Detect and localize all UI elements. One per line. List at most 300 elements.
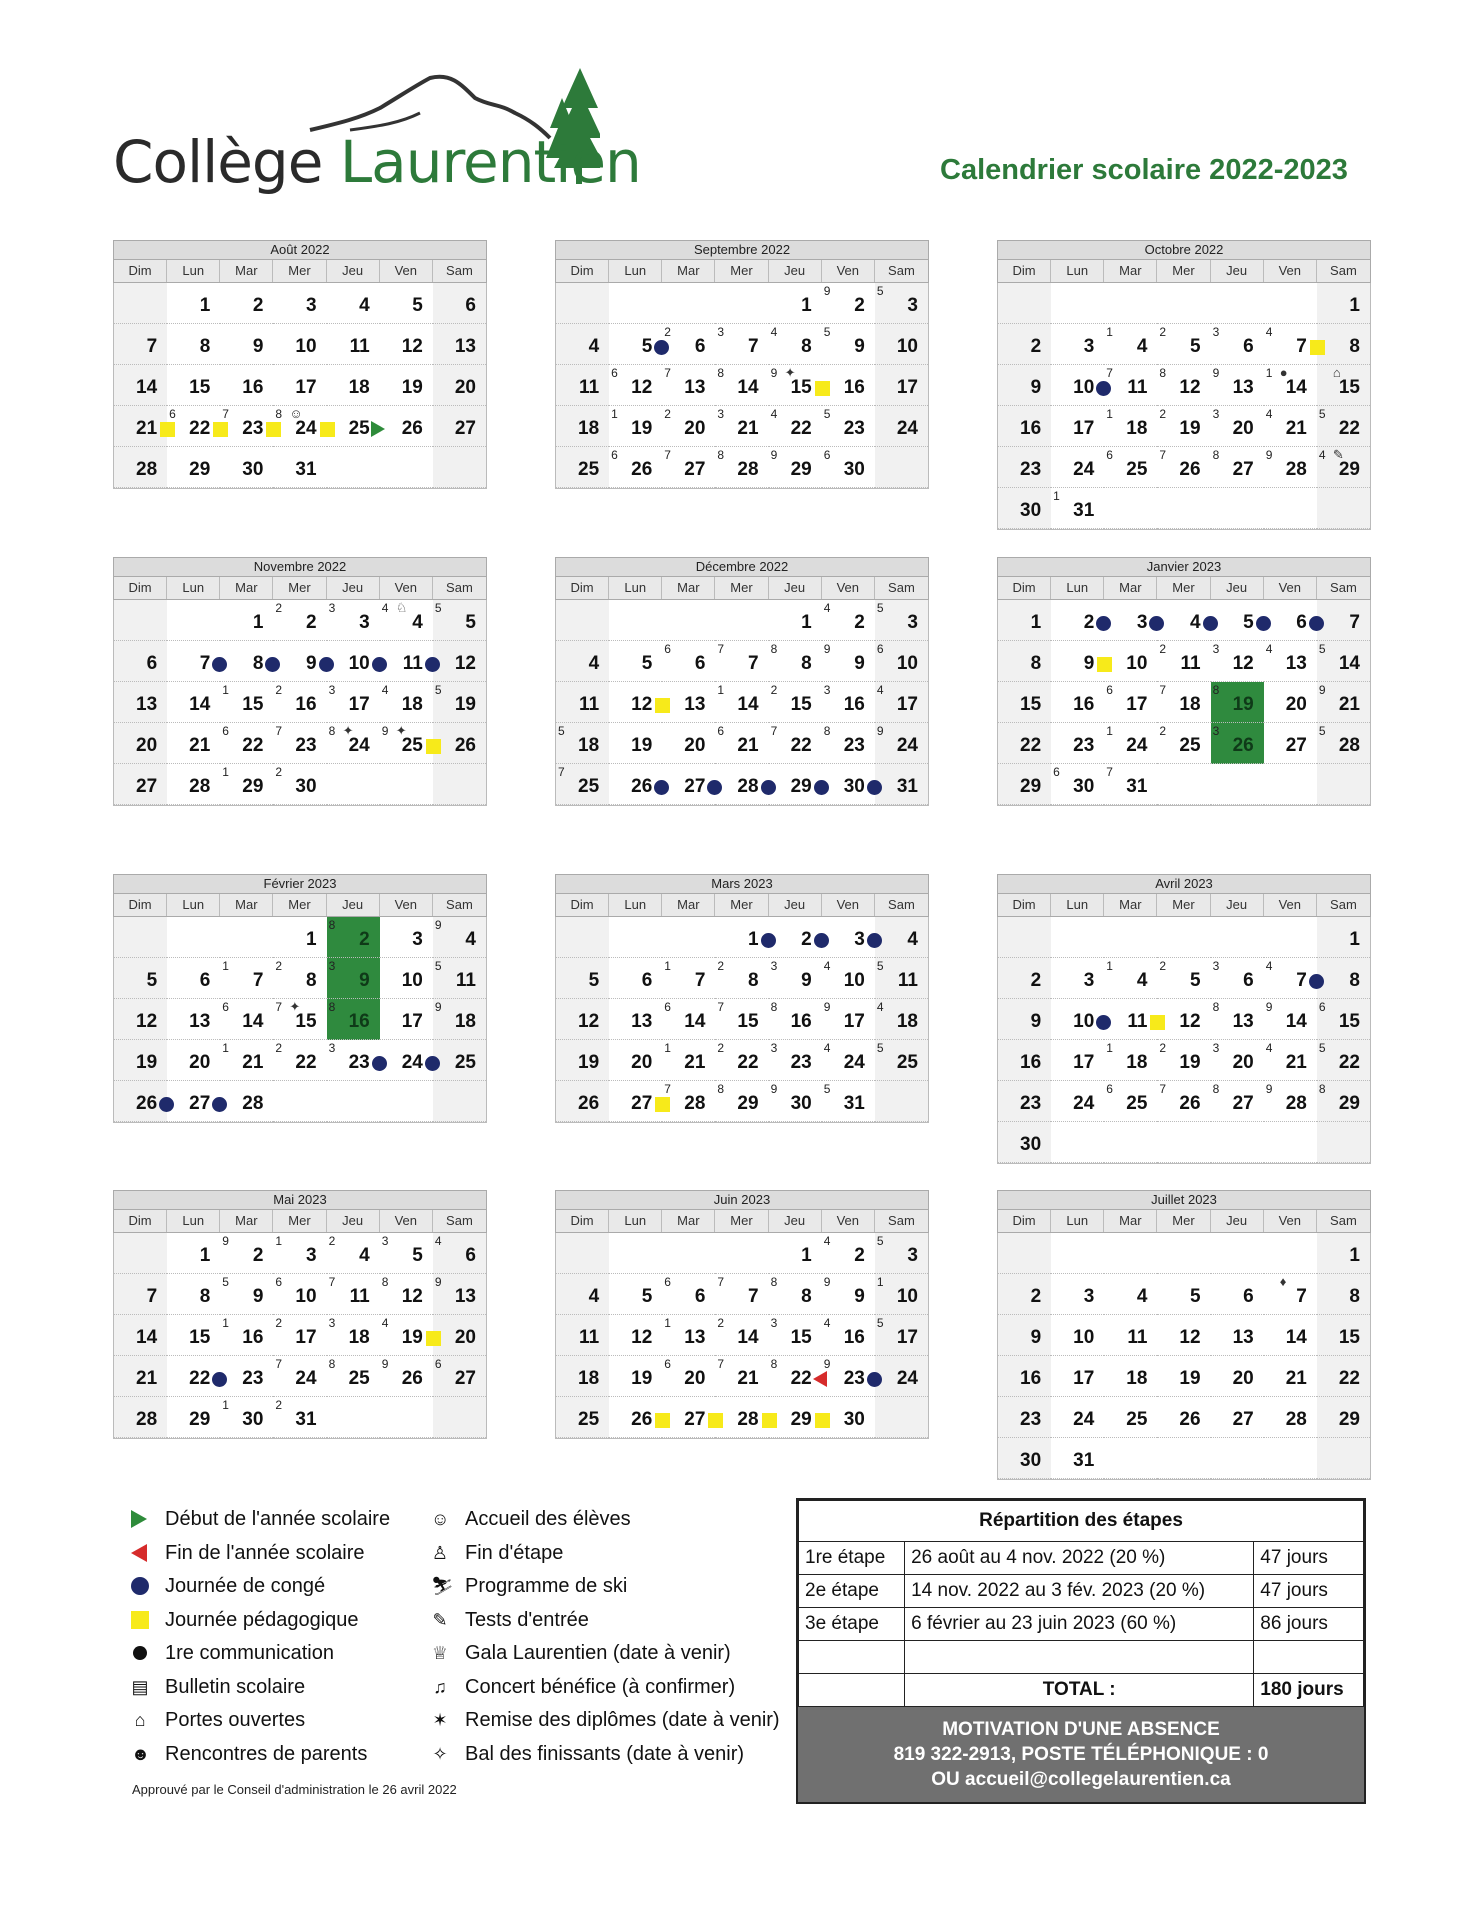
day-cell <box>1264 447 1317 488</box>
cycle-day: 9 <box>434 1000 442 1014</box>
empty-cell <box>1211 917 1264 958</box>
cycle-day: 1 <box>222 683 229 697</box>
event-symbol-icon: ● <box>1279 365 1288 380</box>
day-number: 26 <box>631 776 653 797</box>
day-number: 9 <box>801 970 812 991</box>
day-number: 1 <box>199 1245 211 1266</box>
day-number: 23 <box>843 735 865 756</box>
cycle-day: 1 <box>1106 1041 1113 1055</box>
day-number: 18 <box>1126 1052 1148 1073</box>
day-number: 7 <box>747 336 759 357</box>
day-number: 15 <box>790 694 812 715</box>
cycle-day: 5 <box>876 284 884 298</box>
day-number: 26 <box>1179 1093 1201 1114</box>
cycle-day: 3 <box>1212 1041 1220 1055</box>
day-number: 1 <box>1349 929 1360 950</box>
day-number: 10 <box>1073 377 1095 398</box>
day-cell <box>167 958 220 999</box>
day-number: 6 <box>1243 970 1254 991</box>
day-number: 16 <box>790 1011 812 1032</box>
day-cell <box>114 1315 167 1356</box>
day-cell <box>998 365 1051 406</box>
day-cell <box>769 600 822 641</box>
cycle-day: 5 <box>876 1234 884 1248</box>
day-number: 28 <box>684 1093 706 1114</box>
legend-item: ✶ Remise des diplômes (date à venir) <box>432 1709 780 1731</box>
day-number: 2 <box>854 612 865 633</box>
weekday-label: Mar <box>1104 577 1157 599</box>
day-number: 24 <box>896 418 918 439</box>
conge-marker-icon <box>654 780 669 795</box>
cycle-day: 4 <box>381 601 389 615</box>
cycle-day: 9 <box>1318 683 1326 697</box>
cycle-day: 6 <box>664 1275 671 1289</box>
day-number: 12 <box>136 1011 158 1032</box>
peda-marker-icon <box>1097 657 1112 672</box>
day-cell <box>1051 764 1104 805</box>
day-cell <box>1051 1438 1104 1479</box>
cycle-day: 8 <box>1212 683 1220 697</box>
month-title: Mars 2023 <box>555 874 929 893</box>
day-cell <box>556 1040 609 1081</box>
day-cell <box>1264 641 1317 682</box>
peda-marker-icon <box>320 422 335 437</box>
day-number: 25 <box>1126 1409 1148 1430</box>
cycle-day: 4 <box>876 683 884 697</box>
day-number: 14 <box>684 1011 706 1032</box>
day-cell <box>769 406 822 447</box>
cycle-day: 3 <box>381 1234 389 1248</box>
empty-cell <box>220 917 273 958</box>
day-number: 2 <box>1030 970 1042 991</box>
legend-item: ☻ Rencontres de parents <box>131 1742 368 1765</box>
day-cell <box>433 723 486 764</box>
day-number: 15 <box>1020 694 1042 715</box>
day-number: 29 <box>189 1409 211 1430</box>
cycle-day: 2 <box>1159 325 1167 339</box>
day-number: 4 <box>465 929 476 950</box>
day-number: 29 <box>1338 1093 1360 1114</box>
day-number: 17 <box>1073 1368 1095 1389</box>
cycle-day: 8 <box>328 918 336 932</box>
day-cell <box>822 1397 875 1438</box>
day-cell <box>875 723 928 764</box>
empty-cell <box>556 283 609 324</box>
day-cell <box>875 283 928 324</box>
day-number: 13 <box>684 694 706 715</box>
day-cell <box>433 917 486 958</box>
legend-item: ▤ Bulletin scolaire <box>131 1675 306 1698</box>
cycle-day: 9 <box>381 1357 389 1371</box>
day-cell <box>662 682 715 723</box>
day-cell <box>1104 1040 1157 1081</box>
day-number: 15 <box>295 1011 317 1032</box>
cycle-day: 4 <box>823 959 831 973</box>
day-number: 6 <box>465 1245 476 1266</box>
day-number: 17 <box>1126 694 1148 715</box>
day-number: 24 <box>401 1052 423 1073</box>
day-cell <box>662 999 715 1040</box>
day-number: 1 <box>747 929 759 950</box>
day-number: 4 <box>359 1245 370 1266</box>
day-cell <box>114 641 167 682</box>
day-number: 4 <box>588 1286 600 1307</box>
day-cell <box>1211 447 1264 488</box>
day-cell <box>998 324 1051 365</box>
empty-cell <box>1051 1122 1104 1163</box>
day-cell <box>167 1315 220 1356</box>
cycle-day: 1 <box>664 959 671 973</box>
day-cell <box>167 1274 220 1315</box>
peda-marker-icon <box>1310 340 1325 355</box>
cycle-day: 7 <box>717 1357 725 1371</box>
day-number: 28 <box>189 776 211 797</box>
day-number: 26 <box>1179 1409 1201 1430</box>
cycle-day: 9 <box>823 1357 831 1371</box>
weekday-label: Jeu <box>1211 260 1264 282</box>
day-number: 27 <box>136 776 158 797</box>
cycle-day: 5 <box>1318 724 1326 738</box>
day-cell <box>1051 447 1104 488</box>
day-cell <box>1157 324 1210 365</box>
conge-marker-icon <box>1309 616 1324 631</box>
weekday-label: Jeu <box>769 577 822 599</box>
weekday-label: Mar <box>220 260 273 282</box>
weekday-label: Ven <box>822 894 875 916</box>
day-cell <box>327 600 380 641</box>
conge-marker-icon <box>319 657 334 672</box>
weekday-label: Mar <box>662 894 715 916</box>
day-number: 18 <box>896 1011 918 1032</box>
legend-item: ♕ Gala Laurentien (date à venir) <box>431 1642 731 1664</box>
day-number: 28 <box>136 1409 158 1430</box>
cycle-day: 4 <box>770 325 778 339</box>
day-cell <box>875 1315 928 1356</box>
day-cell <box>1211 723 1264 764</box>
day-cell <box>998 447 1051 488</box>
day-cell <box>875 365 928 406</box>
day-cell <box>1104 682 1157 723</box>
day-number: 18 <box>578 418 600 439</box>
day-number: 8 <box>801 1286 812 1307</box>
empty-cell <box>380 447 433 488</box>
day-cell <box>273 1356 326 1397</box>
day-number: 19 <box>631 1368 653 1389</box>
day-number: 14 <box>1285 1011 1307 1032</box>
conge-marker-icon <box>1096 381 1111 396</box>
day-cell <box>1211 1397 1264 1438</box>
empty-cell <box>1211 1122 1264 1163</box>
day-number: 10 <box>348 653 370 674</box>
empty-cell <box>1104 1233 1157 1274</box>
day-number: 12 <box>1179 1327 1201 1348</box>
day-number: 12 <box>401 1286 423 1307</box>
cycle-day: 6 <box>1106 1082 1113 1096</box>
day-number: 17 <box>1073 1052 1095 1073</box>
day-number: 30 <box>843 1409 865 1430</box>
cycle-day: 3 <box>770 1316 778 1330</box>
day-number: 16 <box>348 1011 370 1032</box>
legend-symbol-icon: ♫ <box>433 1676 447 1697</box>
day-number: 31 <box>843 1093 865 1114</box>
day-number: 2 <box>854 1245 865 1266</box>
cycle-day: 4 <box>434 1234 442 1248</box>
day-cell <box>273 447 326 488</box>
day-cell <box>875 917 928 958</box>
cycle-day: 2 <box>717 1316 725 1330</box>
day-cell <box>998 600 1051 641</box>
day-cell <box>998 406 1051 447</box>
day-cell <box>998 1397 1051 1438</box>
day-cell <box>220 1274 273 1315</box>
cycle-day: 5 <box>1318 1041 1326 1055</box>
weekday-label: Jeu <box>769 1210 822 1232</box>
day-number: 11 <box>579 1327 600 1348</box>
day-number: 5 <box>1189 1286 1201 1307</box>
day-number: 9 <box>1030 1327 1042 1348</box>
cycle-day: 5 <box>558 724 565 738</box>
day-number: 19 <box>401 377 423 398</box>
cycle-day: 9 <box>770 366 778 380</box>
conge-marker-icon <box>867 933 882 948</box>
day-number: 25 <box>454 1052 476 1073</box>
day-cell <box>662 1081 715 1122</box>
day-number: 8 <box>801 653 812 674</box>
day-number: 1 <box>801 295 812 316</box>
day-cell <box>220 1315 273 1356</box>
day-number: 23 <box>295 735 317 756</box>
cycle-day: 3 <box>1212 724 1220 738</box>
day-number: 7 <box>694 970 706 991</box>
day-cell <box>769 324 822 365</box>
cycle-day: 8 <box>1212 1000 1220 1014</box>
day-number: 15 <box>790 377 812 398</box>
day-cell <box>433 324 486 365</box>
cycle-day: 2 <box>717 959 725 973</box>
cycle-day: 4 <box>381 1316 389 1330</box>
day-cell <box>822 1081 875 1122</box>
day-cell <box>556 1397 609 1438</box>
day-cell <box>1317 324 1370 365</box>
day-number: 16 <box>242 1327 264 1348</box>
day-cell <box>1317 641 1370 682</box>
day-cell <box>556 641 609 682</box>
day-number: 1 <box>801 1245 812 1266</box>
day-number: 30 <box>1020 1134 1042 1155</box>
total-days: 180 jours <box>1254 1674 1364 1707</box>
day-cell <box>998 958 1051 999</box>
day-number: 22 <box>737 1052 759 1073</box>
empty-cell <box>609 917 662 958</box>
day-cell <box>273 283 326 324</box>
day-cell <box>662 447 715 488</box>
day-number: 31 <box>1073 1450 1095 1471</box>
day-number: 5 <box>641 653 653 674</box>
day-number: 8 <box>199 1286 211 1307</box>
event-symbol-icon: ♘ <box>395 600 408 615</box>
day-cell <box>1104 1274 1157 1315</box>
day-number: 12 <box>631 1327 653 1348</box>
day-cell <box>167 1040 220 1081</box>
cycle-day: 2 <box>770 683 778 697</box>
month-block <box>113 557 487 806</box>
month-title: Juillet 2023 <box>997 1190 1371 1209</box>
day-number: 26 <box>631 459 653 480</box>
day-number: 26 <box>454 735 476 756</box>
day-number: 19 <box>401 1327 423 1348</box>
cycle-day: 5 <box>876 1316 884 1330</box>
day-number: 16 <box>295 694 317 715</box>
day-cell <box>167 283 220 324</box>
day-number: 29 <box>790 1409 812 1430</box>
day-cell <box>220 1356 273 1397</box>
day-cell <box>769 682 822 723</box>
day-number: 14 <box>189 694 211 715</box>
day-cell <box>1157 447 1210 488</box>
cycle-day: 5 <box>1318 407 1326 421</box>
weekday-label: Dim <box>998 1210 1051 1232</box>
day-cell <box>609 1274 662 1315</box>
empty-cell <box>1211 283 1264 324</box>
legend-symbol-icon: ♙ <box>431 1542 449 1563</box>
event-symbol-icon: ✎ <box>1332 447 1344 462</box>
day-cell <box>715 723 768 764</box>
month-block <box>555 1190 929 1439</box>
day-number: 16 <box>1020 1368 1042 1389</box>
conge-marker-icon <box>867 1372 882 1387</box>
day-cell <box>1157 1040 1210 1081</box>
cycle-day: 3 <box>717 407 725 421</box>
day-cell <box>114 682 167 723</box>
day-number: 17 <box>348 694 370 715</box>
day-number: 29 <box>1338 459 1360 480</box>
conge-marker-icon <box>1096 616 1111 631</box>
weekday-label: Mar <box>662 577 715 599</box>
empty-cell <box>327 1397 380 1438</box>
peda-marker-icon <box>426 1331 441 1346</box>
debut-marker-icon <box>371 421 385 437</box>
conge-marker-icon <box>265 657 280 672</box>
day-cell <box>875 600 928 641</box>
cycle-day: 4 <box>823 1234 831 1248</box>
etapes-title: Répartition des étapes <box>799 1501 1364 1542</box>
day-number: 14 <box>136 1327 158 1348</box>
day-cell <box>1157 1274 1210 1315</box>
day-number: 27 <box>1285 735 1307 756</box>
etape-row: 2e étape 14 nov. 2022 au 3 fév. 2023 (20 %) 47 jours <box>799 1575 1364 1608</box>
day-cell <box>822 1315 875 1356</box>
day-cell <box>1317 1397 1370 1438</box>
day-cell <box>220 1040 273 1081</box>
empty-cell <box>1211 488 1264 529</box>
day-number: 8 <box>252 653 264 674</box>
cycle-day: 8 <box>770 642 778 656</box>
day-number: 3 <box>907 1245 918 1266</box>
approval-note: Approuvé par le Conseil d'administration le 26 avril 2022 <box>132 1782 457 1797</box>
weekday-label: Jeu <box>769 260 822 282</box>
day-number: 27 <box>1232 459 1254 480</box>
day-number: 6 <box>1296 612 1307 633</box>
day-number: 9 <box>1083 653 1095 674</box>
cycle-day: 5 <box>876 601 884 615</box>
day-number: 16 <box>1020 1052 1042 1073</box>
day-number: 9 <box>252 1286 264 1307</box>
day-cell <box>556 447 609 488</box>
weekday-label: Lun <box>167 894 220 916</box>
day-number: 30 <box>295 776 317 797</box>
day-number: 11 <box>897 970 918 991</box>
day-number: 23 <box>242 418 264 439</box>
day-cell <box>875 641 928 682</box>
cycle-day: 7 <box>717 642 725 656</box>
day-cell <box>769 1081 822 1122</box>
weekday-label: Dim <box>998 260 1051 282</box>
month-title: Janvier 2023 <box>997 557 1371 576</box>
cycle-day: 9 <box>823 1275 831 1289</box>
day-cell <box>1157 406 1210 447</box>
day-number: 6 <box>694 1286 706 1307</box>
day-number: 22 <box>295 1052 317 1073</box>
weekday-label: Mer <box>273 1210 326 1232</box>
legend-symbol-icon: ✶ <box>432 1710 448 1730</box>
weekday-label: Jeu <box>327 260 380 282</box>
cycle-day: 5 <box>1318 642 1326 656</box>
day-number: 15 <box>737 1011 759 1032</box>
day-number: 18 <box>578 1368 600 1389</box>
cycle-day: 1 <box>222 1316 229 1330</box>
day-cell <box>1264 365 1317 406</box>
day-cell <box>1211 365 1264 406</box>
day-number: 4 <box>359 295 370 316</box>
day-number: 11 <box>349 1286 370 1307</box>
day-number: 23 <box>790 1052 812 1073</box>
cycle-day: 6 <box>664 1000 671 1014</box>
cycle-day: 5 <box>434 959 442 973</box>
day-cell <box>556 406 609 447</box>
day-cell <box>167 764 220 805</box>
weekday-label: Mar <box>1104 1210 1157 1232</box>
day-cell <box>1264 1040 1317 1081</box>
day-number: 21 <box>1285 1052 1307 1073</box>
day-cell <box>1051 1040 1104 1081</box>
day-cell <box>662 1356 715 1397</box>
cycle-day: 1 <box>717 683 725 697</box>
day-cell <box>1104 1397 1157 1438</box>
cycle-day: 3 <box>328 601 336 615</box>
month-block <box>113 240 487 489</box>
day-number: 16 <box>242 377 264 398</box>
day-number: 13 <box>1232 1011 1254 1032</box>
day-number: 13 <box>454 336 476 357</box>
day-cell <box>114 1356 167 1397</box>
day-number: 1 <box>1349 1245 1360 1266</box>
cycle-day: 1 <box>1106 959 1113 973</box>
day-number: 25 <box>896 1052 918 1073</box>
day-number: 23 <box>1073 735 1095 756</box>
day-number: 5 <box>1189 336 1201 357</box>
day-cell <box>1264 1081 1317 1122</box>
weekday-label: Mer <box>1157 894 1210 916</box>
day-number: 24 <box>348 735 370 756</box>
day-cell <box>609 958 662 999</box>
cycle-day: 9 <box>434 918 442 932</box>
day-cell <box>1104 324 1157 365</box>
day-number: 16 <box>1073 694 1095 715</box>
cycle-day: 5 <box>434 683 442 697</box>
day-cell <box>1317 1233 1370 1274</box>
day-number: 7 <box>252 970 264 991</box>
day-number: 23 <box>1020 459 1042 480</box>
